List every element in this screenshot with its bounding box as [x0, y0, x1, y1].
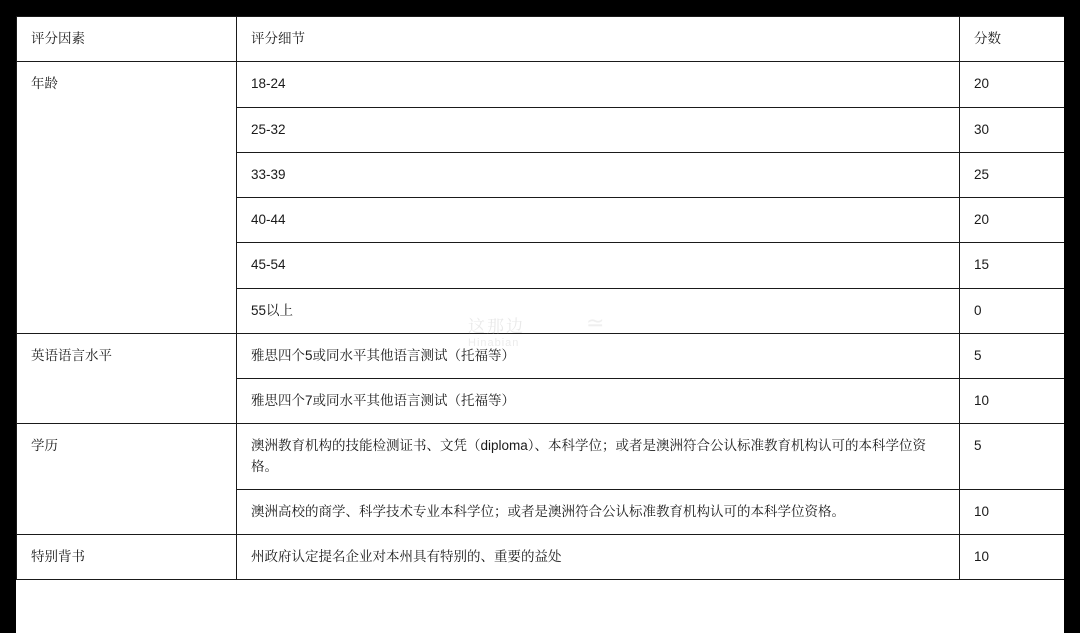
score-cell: 10 — [960, 489, 1065, 534]
detail-cell: 雅思四个7或同水平其他语言测试（托福等） — [237, 379, 960, 424]
detail-cell: 澳洲高校的商学、科学技术专业本科学位；或者是澳洲符合公认标准教育机构认可的本科学位资格。 — [237, 489, 960, 534]
score-cell: 5 — [960, 333, 1065, 378]
document-page — [16, 16, 1064, 633]
score-cell: 15 — [960, 243, 1065, 288]
score-cell: 30 — [960, 107, 1065, 152]
column-header-factor: 评分因素 — [17, 17, 237, 62]
detail-cell: 州政府认定提名企业对本州具有特别的、重要的益处 — [237, 535, 960, 580]
score-cell: 0 — [960, 288, 1065, 333]
column-header-detail: 评分细节 — [237, 17, 960, 62]
detail-cell: 雅思四个5或同水平其他语言测试（托福等） — [237, 333, 960, 378]
score-cell: 20 — [960, 198, 1065, 243]
detail-cell: 澳洲教育机构的技能检测证书、文凭（diploma）、本科学位；或者是澳洲符合公认标准教育机构认可的本科学位资格。 — [237, 424, 960, 490]
score-cell: 5 — [960, 424, 1065, 490]
factor-cell-english: 英语语言水平 — [17, 333, 237, 424]
detail-cell: 33-39 — [237, 152, 960, 197]
factor-cell-age: 年龄 — [17, 62, 237, 334]
detail-cell: 45-54 — [237, 243, 960, 288]
table-header-row — [17, 17, 1065, 62]
column-header-score: 分数 — [960, 17, 1065, 62]
table-row — [17, 333, 1065, 378]
detail-cell: 18-24 — [237, 62, 960, 107]
watermark-line2: Hinabian — [468, 337, 520, 349]
score-cell: 10 — [960, 535, 1065, 580]
table-body — [17, 62, 1065, 580]
table-row — [17, 424, 1065, 490]
table-row — [17, 535, 1065, 580]
watermark-line1: 这那边 — [468, 317, 525, 336]
table-head — [17, 17, 1065, 62]
scoring-table — [16, 16, 1064, 580]
score-cell: 10 — [960, 379, 1065, 424]
detail-cell: 55以上 — [237, 288, 960, 333]
detail-cell: 40-44 — [237, 198, 960, 243]
factor-cell-education: 学历 — [17, 424, 237, 535]
table-row — [17, 62, 1065, 107]
detail-cell: 25-32 — [237, 107, 960, 152]
score-cell: 25 — [960, 152, 1065, 197]
score-cell: 20 — [960, 62, 1065, 107]
factor-cell-endorsement: 特别背书 — [17, 535, 237, 580]
watermark-glyph-icon: ≃ — [586, 310, 605, 335]
